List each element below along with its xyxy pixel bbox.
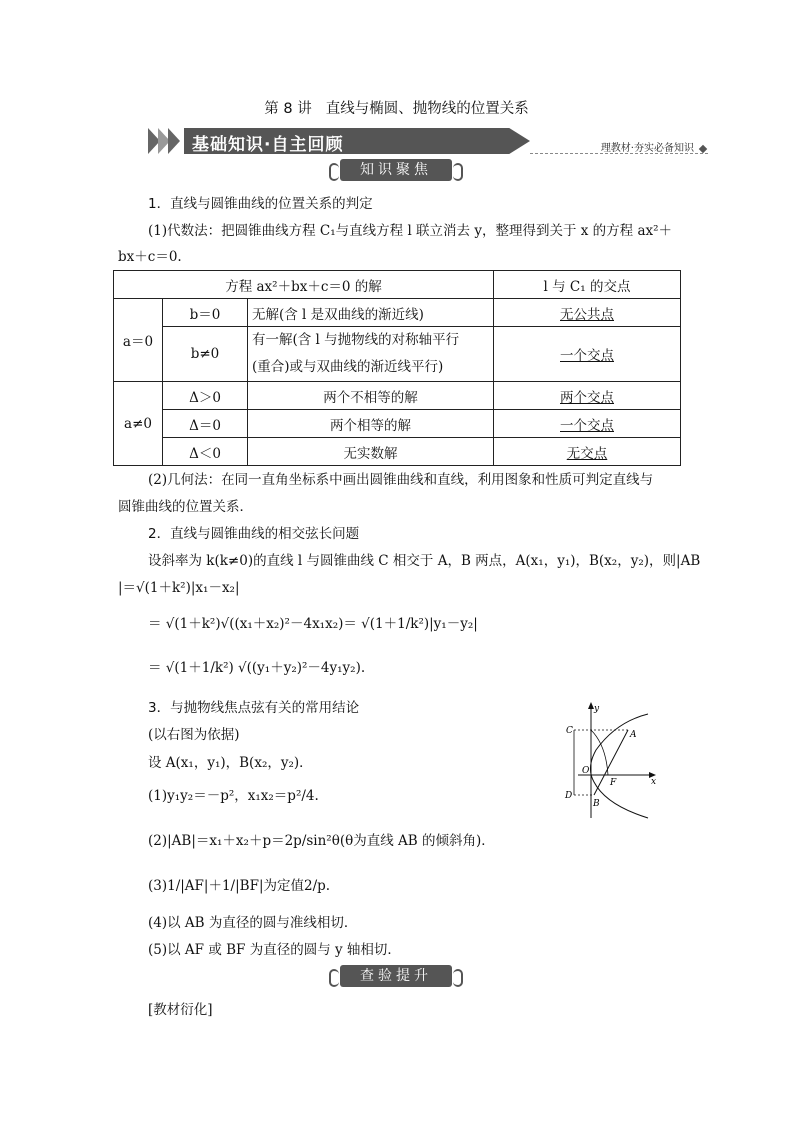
table-cell: 两个相等的解 <box>248 410 494 438</box>
result-3: (3)1/|AF|＋1/|BF|为定值2/p. <box>148 878 331 894</box>
check-improve-pill: 查验提升 <box>340 965 452 987</box>
section1-p2a: (2)几何法：在同一直角坐标系中画出圆锥曲线和直线，利用图象和性质可判定直线与 <box>148 472 654 488</box>
footer-label: [教材衍化] <box>148 1002 213 1018</box>
auxiliary-curve <box>591 730 608 775</box>
section1-p1a: (1)代数法：把圆锥曲线方程 C₁与直线方程 l 联立消去 y，整理得到关于 x 的方程 ax²＋ <box>148 223 673 239</box>
section3-p0: (以右图为依据) <box>148 727 240 743</box>
section1-p1b: bx＋c＝0. <box>118 249 182 265</box>
answer: 无公共点 <box>560 306 614 323</box>
table-cell <box>494 410 681 438</box>
table-cell: b＝0 <box>163 299 248 327</box>
table-cell: a＝0 <box>114 299 163 382</box>
answer: 无交点 <box>566 445 608 462</box>
banner-subtitle: 理教材·夯实必备知识 <box>600 143 694 154</box>
label-O: O <box>582 766 590 776</box>
table-cell: b≠0 <box>163 327 248 382</box>
table-header: 方程 ax²＋bx＋c＝0 的解 <box>114 271 494 299</box>
answer: 两个交点 <box>560 389 614 406</box>
section2-p4: ＝ √(1＋1/k²) √((y₁＋y₂)²－4y₁y₂). <box>148 660 366 676</box>
lecture-number: 第 8 讲 <box>264 101 312 117</box>
section2-p2: |＝√(1＋k²)|x₁－x₂| <box>118 580 240 596</box>
table-cell <box>494 327 681 382</box>
table-cell: 无解(含 l 是双曲线的渐近线) <box>248 299 494 327</box>
section2-heading: 2．直线与圆锥曲线的相交弦长问题 <box>148 526 360 542</box>
table-cell: Δ＝0 <box>163 410 248 438</box>
table-cell <box>494 438 681 466</box>
knowledge-focus-pill: 知识聚焦 <box>340 159 452 181</box>
section-banner <box>148 126 708 156</box>
page-title <box>0 97 793 118</box>
table-cell: a≠0 <box>114 382 163 466</box>
chevron-icon <box>168 128 180 154</box>
parabola-figure <box>556 700 666 820</box>
banner-title: 基础知识·自主回顾 <box>192 135 344 155</box>
answer: 一个交点 <box>560 348 614 364</box>
table-cell <box>248 327 494 382</box>
table-header: l 与 C₁ 的交点 <box>494 271 681 299</box>
answer: 一个交点 <box>560 417 614 434</box>
table-cell: 无实数解 <box>248 438 494 466</box>
table-cell: Δ＜0 <box>163 438 248 466</box>
result-4: (4)以 AB 为直径的圆与准线相切． <box>148 915 358 931</box>
section1-p2b: 圆锥曲线的位置关系． <box>118 499 253 515</box>
label-F: F <box>610 778 617 788</box>
section2-p3: ＝ √(1＋k²)√((x₁＋x₂)²－4x₁x₂)＝ √(1＋1/k²)|y₁－y₂| <box>148 616 478 632</box>
section1-heading: 1．直线与圆锥曲线的位置关系的判定 <box>148 196 373 212</box>
label-A: A <box>630 730 637 740</box>
section3-heading: 3．与抛物线焦点弦有关的常用结论 <box>148 700 360 716</box>
result-5: (5)以 AF 或 BF 为直径的圆与 y 轴相切． <box>148 942 401 958</box>
result-2: (2)|AB|＝x₁＋x₂＋p＝2p/sin²θ(θ为直线 AB 的倾斜角)． <box>148 833 495 849</box>
section3-p1: 设 A(x₁，y₁)，B(x₂，y₂)． <box>148 755 313 771</box>
label-x: x <box>651 777 657 787</box>
table-cell <box>494 299 681 327</box>
table-cell <box>494 382 681 410</box>
label-y: y <box>594 704 600 714</box>
result-1: (1)y₁y₂＝－p²，x₁x₂＝p²/4. <box>148 788 319 804</box>
label-D: D <box>565 791 573 801</box>
label-C: C <box>566 726 573 736</box>
table-cell: 两个不相等的解 <box>248 382 494 410</box>
cell-line: 有一解(含 l 与抛物线的对称轴平行 <box>252 332 460 348</box>
diamond-icon <box>699 145 707 153</box>
solutions-table <box>113 270 681 466</box>
section2-p1: 设斜率为 k(k≠0)的直线 l 与圆锥曲线 C 相交于 A，B 两点，A(x₁，y₁)，B(x₂，y₂)，则|AB <box>148 553 701 569</box>
label-B: B <box>593 799 600 809</box>
table-cell: Δ＞0 <box>163 382 248 410</box>
cell-line: (重合)或与双曲线的渐近线平行) <box>252 359 444 375</box>
lecture-title: 直线与椭圆、抛物线的位置关系 <box>325 101 529 117</box>
